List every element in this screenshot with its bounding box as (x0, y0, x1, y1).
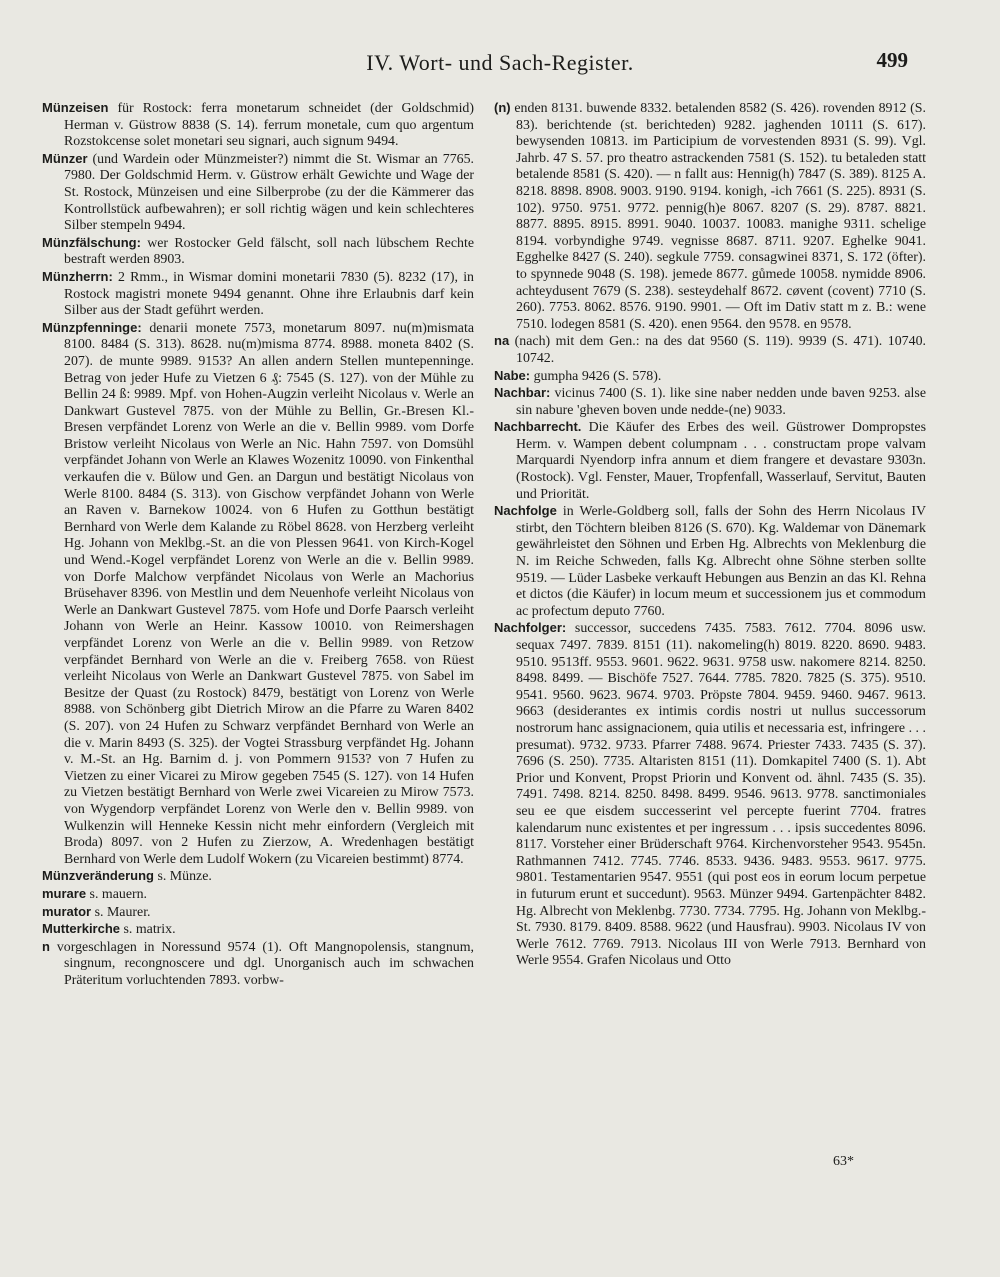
entry-headword: Nachfolger: (494, 620, 567, 636)
index-entry (42, 939, 474, 990)
index-entry (42, 921, 474, 939)
index-entry (494, 333, 926, 367)
entry-headword: Nachbarrecht. (494, 419, 582, 435)
entry-text: wer Rostocker Geld fälscht, soll nach lübschem Rechte bestraft werden 8903. (64, 235, 474, 268)
index-entry (42, 269, 474, 320)
index-entry (494, 368, 926, 386)
entry-text: s. Maurer. (91, 904, 151, 920)
page-title: IV. Wort- und Sach-Register. (366, 50, 634, 75)
entry-headword: n (42, 938, 50, 954)
entry-text: gumpha 9426 (S. 578). (530, 368, 662, 384)
index-entry (42, 320, 474, 869)
entry-text: s. mauern. (86, 886, 148, 902)
index-entry (494, 620, 926, 969)
entry-headword: Münzfälschung: (42, 234, 141, 250)
entry-text: denarii monete 7573, monetarum 8097. nu(m)mismata 8100. 8484 (S. 313). 8628. nu(m)misma 8774. 8988. moneta 8402 (S. 207). de munte 9989. 9153? An allen andern Stellen muntepenninge. Betrag von jeder Hufe zu Vietzen 6 ₰: 7545 (S. 127). von der Mühle zu Bellin 24 ß: 9989. Mpf. von Hohen-Augzin verleiht Nicolaus v. Werle an Dankwart Gustevel 7875. von der Mühle zu Bellin, Gr.-Bresen Kl.-Bresen verpfändet Lorenz von Werle an die v. Bellin 9989. vom Dorfe Bristow verleiht Nicolaus von Werle an Nic. Hahn 7597. von Domsühl verpfändet Johann von Werle an Klawes Wozenitz 10090. von Finkenthal verkaufen die v. Bülow und Gen. an Dargun und bestätigt Nicolaus von Werle 8100. 8484 (S. 313). von Gischow verpfändet Johann von Werle an Raven v. Barnekow 10024. von 6 Hufen zu Gotthun bestätigt Bernhard von Werle dem Kalande zu Röbel 8628. von Herzberg verleiht Hg. Johann von Meklbg.-St. an die von Plessen 9641. von Kirch-Kogel und Wend.-Kogel verpfändet Lorenz von Werle an die v. Bellin 9989. von Dorfe Malchow verpfändet Nicolaus von Werle an Machorius Brüsehaver 8396. von Mestlin und dem Neuenhofe verleiht Nicolaus von Werle an Dankwart Gustevel 7875. vom Hofe und Dorfe Paarsch verleiht Johann von Werle an Heinr. Kassow 10010. von Reimershagen verpfändet Lorenz von Werle an die v. Bellin 9989. von Retzow verpfändet Bernhard von Werle an die v. Freiberg 7658. von Rüest verleiht Nicolaus von Werle an Dankwart Gustevel 7875. von Sabel im Besitze der Quast (zu Rostock) 8479, bestätigt von Lorenz von Werle 8988. von Schönberg gibt Dietrich Mirow an die Pfarre zu Waren 8402 (S. 207). von 24 Hufen zu Schwarz verpfändet Bernhard von Werle an die v. Marin 8493 (S. 325). der Vogtei Strassburg verpfändet Hg. Johann v. M.-St. an Hg. Barnim d. j. von Pommern 9153? von 7 Hufen zu Vietzen zu einer Vicarei zu Mirow gegeben 7545 (S. 127). von 14 Hufen zu Vietzen bestätigt Bernhard von Werle zwei Vicareien zu Mirow 7573. von Wygendorp verpfändet Lorenz von Werle den v. Bellin 9989. von Wulkenzin will Henneke Kessin nicht mehr einfordern (Vergleich mit Broda) 8097. von 2 Hufen zu Zierzow, A. Wredenhagen bestätigt Bernhard von Werle dem Ludolf Wokern (zu Vicareien bestimmt) 8774. (64, 320, 474, 867)
index-entry (42, 904, 474, 922)
index-entry (42, 235, 474, 269)
entry-text: vicinus 7400 (S. 1). like sine naber nedden unde baven 9253. alse sin nabure 'gheven boven unde nedde-(ne) 9033. (516, 386, 926, 418)
entry-text: für Rostock: ferra monetarum schneidet (der Goldschmid) Herman v. Güstrow 8838 (S. 14). ferrum monetale, cum quo argentum Rozstokcense solet monetari seu signari, auch signum 9494. (64, 101, 474, 150)
entry-headword: na (494, 333, 510, 349)
entry-text: s. matrix. (120, 922, 176, 938)
index-entry (42, 868, 474, 886)
entry-headword: murator (42, 903, 92, 919)
entry-text: Die Käufer des Erbes des weil. Güstrower Dompropstes Herm. v. Wampen debent columpnam . . . constructam prope valvam Marquardi Nyendorp infra annum et diem frangere et devastare 9303n. (Rostock). Vgl. Fenster, Mauer, Tropfenfall, Wasserlauf, Servitut, Bauten und Priorität. (516, 420, 926, 502)
index-entry (494, 100, 926, 333)
entry-text: vorgeschlagen in Noressund 9574 (1). Oft Mangnopolensis, stangnum, singnum, recongnoscere und dgl. Unorganisch auch im schwachen Präteritum vorluchtenden 7893. vorbw- (49, 939, 474, 988)
entry-text: (nach) mit dem Gen.: na des dat 9560 (S. 119). 9939 (S. 471). 10740. 10742. (509, 334, 926, 366)
entry-headword: Münzeisen (42, 100, 109, 115)
entry-headword: Münzherrn: (42, 268, 113, 284)
right-column (494, 100, 926, 970)
page-number: 499 (876, 48, 908, 72)
left-column (42, 100, 474, 989)
entry-text: in Werle-Goldberg soll, falls der Sohn des Herrn Nicolaus IV stirbt, den Töchtern bleiben 8126 (S. 670). Kg. Waldemar von Dänemark gewährleistet den Söhnen und Erben Hg. Albrechts von Meklenburg die N. im Reiche Schweden, falls Kg. Albrecht ohne Söhne sterben sollte 9519. — Lüder Lasbeke verkauft Hebungen aus Benzin an das Kl. Rehna et dictos (die Käufer) in locum meum et successionem jus et commodum ac profectum deputo 7760. (516, 504, 926, 619)
index-entry (42, 151, 474, 235)
index-entry (494, 385, 926, 419)
index-entry (42, 886, 474, 904)
entry-headword: Münzer (42, 150, 88, 166)
entry-headword: (n) (494, 100, 511, 115)
entry-headword: Mutterkirche (42, 921, 121, 937)
signature-mark: 63* (833, 1154, 854, 1169)
entry-headword: Münzpfenninge: (42, 319, 142, 335)
entry-text: (und Wardein oder Münzmeister?) nimmt die St. Wismar an 7765. 7980. Der Goldschmid Herm. v. Güstrow erhält Gewichte und Wage der St. Rostock, Münzeisen und eine Silberprobe (zu der die Kämmerer das Kontrollstück aufbewahren); er soll richtig wägen und kein schlechteres Silber stempeln 9494. (64, 151, 474, 234)
index-entry (494, 419, 926, 503)
entry-headword: Nachfolge (494, 503, 557, 519)
entry-headword: Münzveränderung (42, 868, 154, 884)
index-entry (494, 503, 926, 620)
entry-text: successor, succedens 7435. 7583. 7612. 7704. 8096 usw. sequax 7497. 7839. 8151 (11). nakomeling(h) 8019. 8220. 8690. 9483. 9510. 9513ff. 9553. 9601. 9622. 9631. 9758 usw. nakomere 8214. 8250. 8498. 8499. — Bischöfe 7527. 7644. 7785. 7820. 7825 (S. 375). 9510. 9541. 9560. 9623. 9674. 9703. Pröpste 7804. 9459. 9460. 9467. 9613. 9663 (desiderantes ex intimis cordis nostri ut nullus successorum nostrorum hanc assignacionem, quia utilis et necessaria est, infringere . . . presumat). 9732. 9733. Pfarrer 7488. 9674. Priester 7433. 7435 (S. 37). 7696 (S. 250). 7735. Altaristen 8151 (11). Domkapitel 7400 (S. 1). Abt Prior und Konvent, Propst Priorin und Konvent od. ähnl. 7435 (S. 35). 7491. 7498. 8214. 8250. 8498. 8499. 9546. 9613. 9778. sanctimoniales seu ee que eisdem successerint vel percepte fuerint 7704. fratres kalendarum nunc existentes et per ingressum . . . ipsis succedentes 8096. 8117. Vorsteher einer Brüderschaft 9764. Kirchenvorsteher 9543. 9545n. Rathmannen 7412. 7745. 7746. 8533. 9436. 9483. 9553. 9617. 9775. 9801. Testamentarien 9547. 9551 (qui post eos in eorum locum perpetue in futurum erunt et succedunt). 9563. Münzer 9494. Gartenpächter 8482. Hg. Albrecht von Meklenbg. 7730. 7734. 7795. Hg. Johann von Meklbg.-St. 7930. 8179. 8409. 8588. 9622 (und Hausfrau). 9903. Nicolaus IV von Werle 7612. 7769. 7913. Nicolaus III von Werle 7913. Bernhard von Werle 9554. Grafen Nicolaus und Otto (516, 621, 926, 969)
entry-text: s. Münze. (153, 869, 212, 885)
entry-headword: Nabe: (494, 367, 531, 383)
entry-text: enden 8131. buwende 8332. betalenden 8582 (S. 426). rovenden 8912 (S. 83). berichtende (st. berichteden) 9282. jaghenden 10111 (S. 617). bewysenden 10813. im Participium de vorvestenden 8931 (S. 99). Vgl. Jahrb. 47 S. 57. pro theatro astrackenden 7581 (S. 152). tu betaleden statt betalende 8581 (S. 420). — n fallt aus: Hennig(h) 7847 (S. 389). 8125 A. 8218. 8898. 8908. 9003. 9190. 9194. konigh, -ich 7661 (S. 225). 8931 (S. 102). 9750. 9751. 9772. pennig(h)e 8067. 8207 (S. 29). 8787. 8821. 8877. 8895. 8915. 8991. 9040. 10037. 10083. manighe 9311. schelige 8194. vorbyndighe 9749. vegnisse 8687. 8711. 9207. Eghelke 9041. Egghelke 8427 (S. 240). segkule 7759. consagwinei 8371, S. 172 (öfter). to spynnede 9048 (S. 198). jemede 8677. gůmede 10058. nymidde 8906. achteydusent 7679 (S. 238). sesteydehalf 8672. cøvent (covent) 7710 (S. 260). 7753. 8062. 8576. 9190. 9901. — Oft im Dativ statt m z. B.: wene 7510. lodegen 8581 (S. 420). enen 9564. den 9578. en 9578. (510, 101, 926, 332)
entry-text: 2 Rmm., in Wismar domini monetarii 7830 (5). 8232 (17), in Rostock magistri monete 9494 genannt. Ohne ihre Erlaubnis darf kein Silber aus der Stadt geführt werden. (64, 269, 474, 319)
index-entry (42, 100, 474, 151)
entry-headword: murare (42, 885, 87, 901)
entry-headword: Nachbar: (494, 385, 551, 401)
